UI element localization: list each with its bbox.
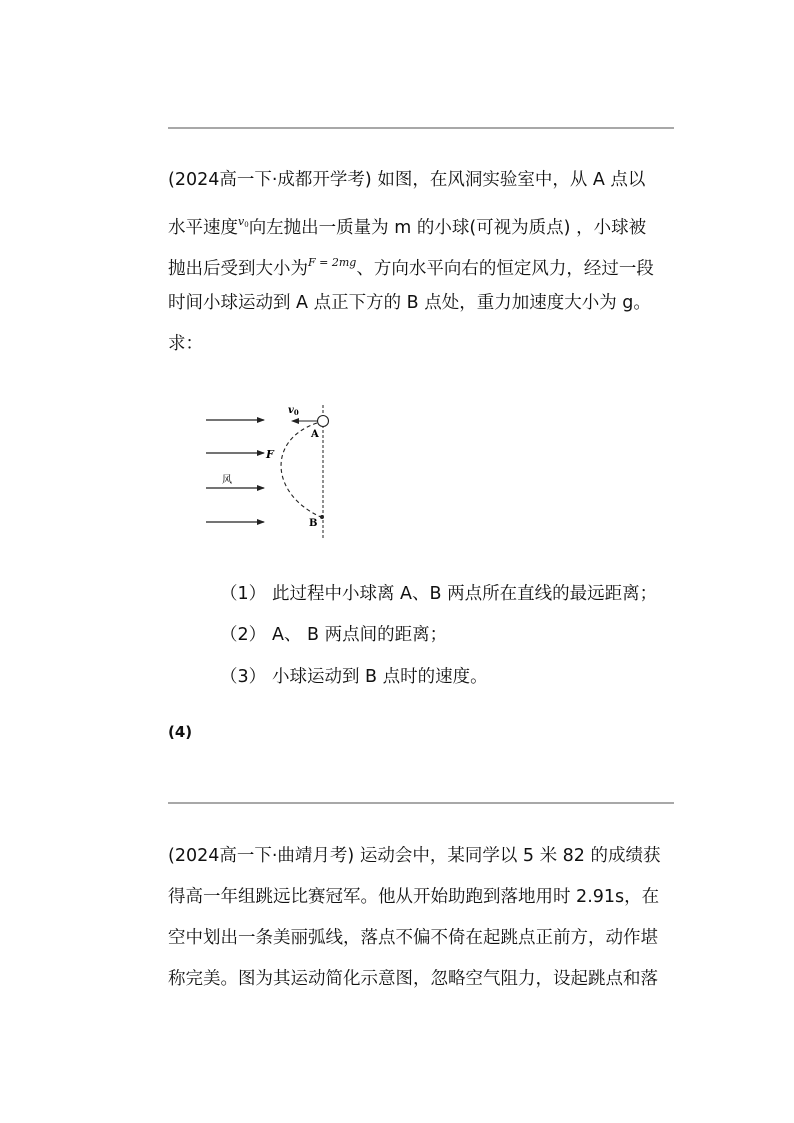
force-formula: F = 2mg [308,256,357,269]
force-label: F [266,448,274,461]
problem-2-line-4: 称完美。图为其运动简化示意图，忽略空气阻力，设起跳点和落 [168,969,658,989]
wind-label: 风 [222,475,232,486]
problem-1-line-3 [168,242,688,283]
problem-1-text [168,160,688,365]
problem-1-line-2-start: 水平速度 [168,218,238,238]
question-3-number: （3） [220,667,267,687]
problem-1-line-3-start: 抛出后受到大小为 [168,259,308,279]
problem-1-line-1: (2024高一下·成都开学考) 如图，在风洞实验室中，从 A 点以 [168,170,646,190]
middle-divider [168,802,674,804]
problem-1-line-5: 求： [168,334,203,354]
v0-label: $v_0$ [288,405,299,417]
point-a-label: A [311,429,319,440]
question-2-number: （2） [220,625,267,645]
wind-tunnel-figure [196,395,346,545]
top-divider [168,127,674,129]
problem-2-text [168,836,688,1000]
point-b-label: B [309,518,318,529]
problem-1-line-2-end: 向左抛出一质量为 m 的小球(可视为质点) ，小球被 [248,218,647,238]
question-1-number: （1） [220,584,267,604]
point-b-dot [320,515,324,519]
question-2 [220,621,447,646]
question-1 [220,580,657,605]
question-3-text: 小球运动到 B 点时的速度。 [272,667,488,687]
problem-1-line-4: 时间小球运动到 A 点正下方的 B 点处，重力加速度大小为 g。 [168,293,651,313]
problem-1-line-2 [168,201,688,242]
v0-symbol: v0 [238,215,249,229]
problem-marker: (4) [168,723,193,741]
problem-2-line-1: (2024高一下·曲靖月考) 运动会中，某同学以 5 米 82 的成绩获 [168,846,661,866]
ball-a [318,416,329,427]
question-3 [220,663,488,688]
question-1-text: 此过程中小球离 A、B 两点所在直线的最远距离； [272,584,658,604]
question-2-text: A、 B 两点间的距离； [272,625,448,645]
problem-2-line-3: 空中划出一条美丽弧线，落点不偏不倚在起跳点正前方，动作堪 [168,928,658,948]
problem-1-line-3-end: 、方向水平向右的恒定风力，经过一段 [356,259,654,279]
problem-2-line-2: 得高一年组跳远比赛冠军。他从开始助跑到落地用时 2.91s，在 [168,887,660,907]
